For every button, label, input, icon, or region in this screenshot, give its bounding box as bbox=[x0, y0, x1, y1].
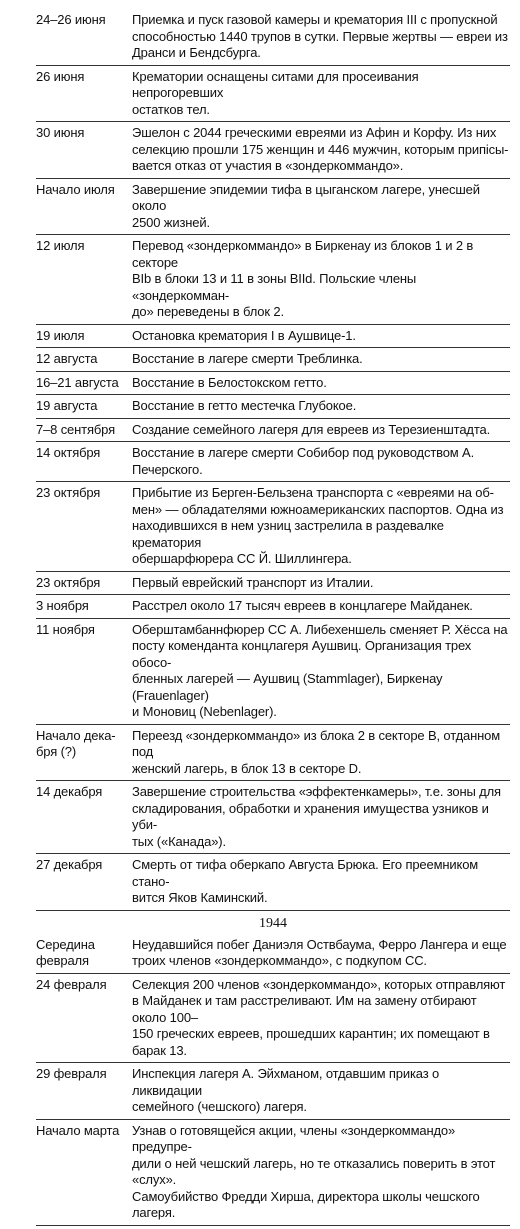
entry-date: 24 февраля bbox=[36, 976, 107, 992]
entry-text: Смерть от тифа оберкапо Августа Брюка. Его преемником стано- вится Яков Каминский. bbox=[132, 857, 479, 905]
entry-text: Завершение эпидемии тифа в цыганском лагере, унесшей около 2500 жизней. bbox=[132, 181, 480, 230]
entries-1943 bbox=[36, 12, 510, 911]
entry-date: 23 октября bbox=[36, 485, 101, 500]
entry-text: Восстание в гетто местечка Глубокое. bbox=[132, 398, 357, 413]
entry-date: 3 ноября bbox=[36, 598, 89, 613]
chronology-entry bbox=[36, 857, 510, 911]
entry-date: 24–26 июня bbox=[36, 12, 106, 27]
entry-text: Восстание в лагере смерти Треблинка. bbox=[132, 351, 363, 366]
entry-text: Восстание в Белостокском гетто. bbox=[132, 374, 327, 390]
entry-text: Восстание в лагере смерти Собибор под руководством А. Печерского. bbox=[132, 445, 475, 477]
entry-date: 26 июня bbox=[36, 68, 85, 84]
entry-date: 19 августа bbox=[36, 398, 98, 413]
chronology-entry bbox=[36, 375, 510, 396]
entry-date: 29 февраля bbox=[36, 1066, 107, 1081]
chronology-entry bbox=[36, 238, 510, 325]
entry-date: 11 ноября bbox=[36, 621, 95, 637]
entry-date: 23 октября bbox=[36, 574, 101, 590]
chronology-entry bbox=[36, 12, 510, 66]
entry-date: 16–21 августа bbox=[36, 374, 119, 390]
entry-text: Селекция 200 членов «зондеркоммандо», которых отправляют в Майданек и там расстреливают. Им на замену отбирают около 100– 150 греческих евреев, прошедших карантин; их помещают в барак 13. bbox=[132, 976, 506, 1058]
entry-text: Приемка и пуск газовой камеры и крематория III с пропускной способностью 1440 трупов в сутки. Первые жертвы — евреи из Дранси и Бендсбурга. bbox=[132, 12, 508, 60]
chronology-entry bbox=[36, 977, 510, 1064]
entry-text: Создание семейного лагеря для евреев из Терезиенштадта. bbox=[132, 421, 491, 437]
entry-text: Остановка крематория I в Аушвице-1. bbox=[132, 327, 356, 343]
chronology-entry bbox=[36, 445, 510, 482]
chronology-entry bbox=[36, 784, 510, 854]
chronology-entry bbox=[36, 125, 510, 179]
entry-text: Эшелон с 2044 греческими евреями из Афин и Корфу. Из них селекцию прошли 175 женщин и 446 мужчин, которым припісы- вается отказ от участия в «зондеркоммандо». bbox=[132, 125, 509, 173]
entry-text: Расстрел около 17 тысяч евреев в концлагере Майданек. bbox=[132, 598, 473, 613]
entry-date: 27 декабря bbox=[36, 857, 103, 872]
entries-1944 bbox=[36, 937, 510, 1226]
entry-text: Переезд «зондеркоммандо» из блока 2 в секторе В, отданном под женский лагерь, в блок 13 в секторе D. bbox=[132, 727, 501, 776]
entry-date: Начало дека- бря (?) bbox=[36, 727, 116, 759]
entry-date: 7–8 сентября bbox=[36, 421, 115, 437]
chronology-entry bbox=[36, 1123, 510, 1226]
entry-text: Инспекция лагеря А. Эйхманом, отдавшим приказ о ликвидации семейного (чешского) лагеря. bbox=[132, 1066, 440, 1114]
chronology-entry bbox=[36, 69, 510, 123]
chronology-entry bbox=[36, 398, 510, 419]
entry-text: Оберштамбаннфюрер СС А. Либехеншель сменяет Р. Хёсса на посту коменданта концлагеря Аушвиц. Организация трех обосо- бленных лагерей — Аушвиц (Stammlager), Биркенау (Frauenlager) и Моновиц (Nebenlager). bbox=[132, 621, 508, 719]
chronology-entry bbox=[36, 575, 510, 596]
entry-date: 30 июня bbox=[36, 125, 85, 140]
entry-text: Первый еврейский транспорт из Италии. bbox=[132, 574, 374, 590]
entry-text: Перевод «зондеркоммандо» в Биркенау из блоков 1 и 2 в секторе BIb в блоки 13 и 11 в зоны BIId. Польские члены «зондеркомман- до» переведены в блок 2. bbox=[132, 238, 474, 319]
chronology-table bbox=[36, 12, 510, 1229]
chronology-entry bbox=[36, 937, 510, 974]
entry-date: 12 августа bbox=[36, 351, 98, 366]
chronology-entry bbox=[36, 422, 510, 443]
chronology-entry bbox=[36, 1066, 510, 1120]
entry-date: 14 октября bbox=[36, 445, 101, 460]
entry-date: 19 июля bbox=[36, 327, 85, 343]
chronology-entry bbox=[36, 728, 510, 782]
entry-date: Начало июля bbox=[36, 181, 115, 197]
chronology-entry bbox=[36, 328, 510, 349]
chronology-entry bbox=[36, 485, 510, 572]
chronology-entry bbox=[36, 182, 510, 236]
entry-text: Узнав о готовящейся акции, члены «зондеркоммандо» предупре- дили о ней чешский лагерь, но те отказались поверить в этот «слух». Самоубийство Фредди Хирша, директора школы чешского лагеря. bbox=[132, 1122, 496, 1220]
entry-date: 12 июля bbox=[36, 238, 85, 253]
entry-date: Середина февраля bbox=[36, 936, 95, 968]
year-heading: 1944 bbox=[259, 915, 287, 931]
entry-date: Начало марта bbox=[36, 1122, 120, 1138]
chronology-entry bbox=[36, 598, 510, 619]
entry-text: Крематории оснащены ситами для просеивания непрогоревших остатков тел. bbox=[132, 68, 419, 117]
entry-text: Прибытие из Берген-Бельзена транспорта с «евреями на об- мен» — обладателями южноамериканских паспортов. Одна из находившихся в нем узниц застрелила в раздевалке крематория обершарфюрера СС Й. Шиллингера. bbox=[132, 485, 504, 566]
chronology-entry bbox=[36, 351, 510, 372]
entry-text: Завершение строительства «эффектенкамеры», т.е. зоны для складирования, обработки и хранения имущества узников и уби- тых («Канада»). bbox=[132, 784, 501, 849]
chronology-entry bbox=[36, 622, 510, 725]
entry-date: 14 декабря bbox=[36, 784, 103, 799]
entry-text: Неудавшийся побег Даниэля Оствбаума, Ферро Лангера и еще троих членов «зондеркоммандо», с подкупом СС. bbox=[132, 936, 507, 968]
